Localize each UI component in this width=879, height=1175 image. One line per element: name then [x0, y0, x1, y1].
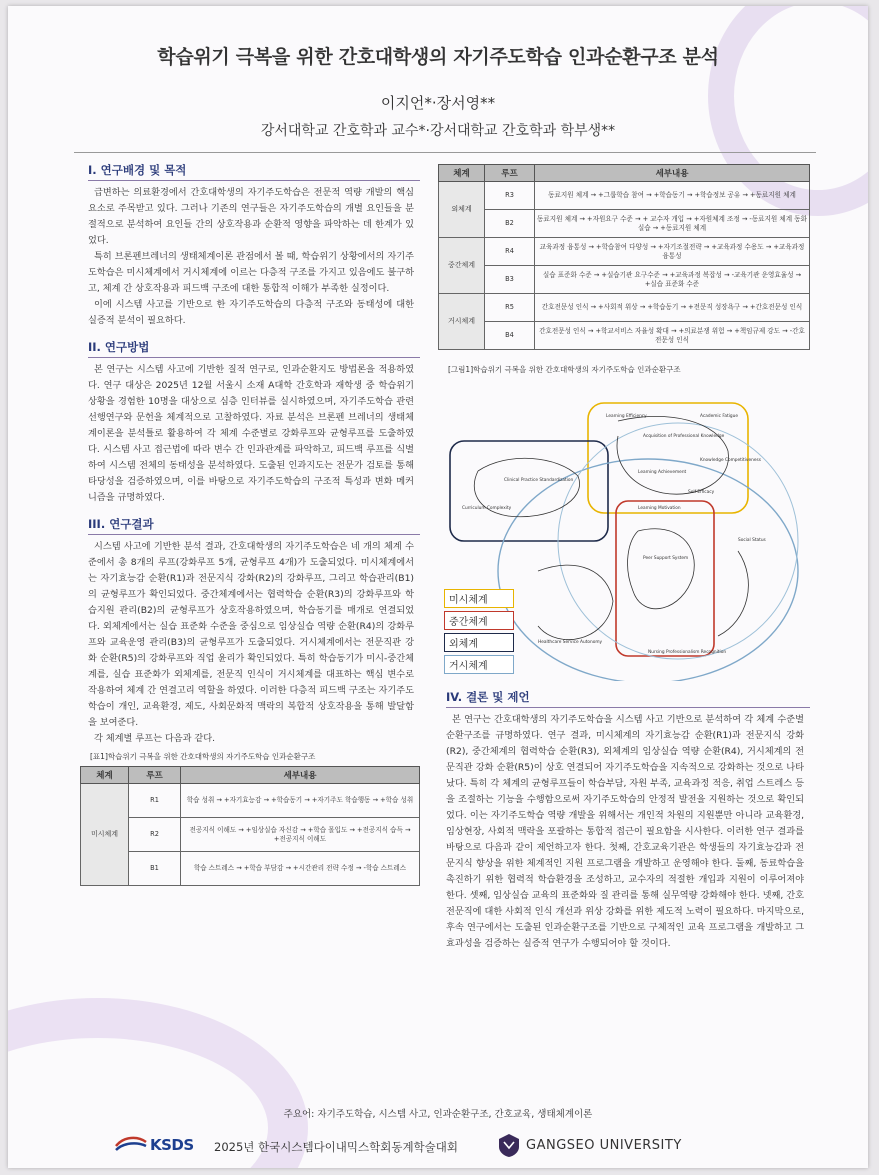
- right-column: [438, 164, 810, 952]
- table-header-system: 체계: [439, 165, 485, 182]
- node-label: Self-Efficacy: [688, 490, 715, 495]
- legend-item-macro: 거시체계: [444, 655, 514, 674]
- table-header-loop: 루프: [129, 767, 181, 784]
- ksds-logo-icon: [114, 1132, 148, 1154]
- table-cell-detail: 동료지원 체계 → +그룹학습 참여 → +학습동기 → +학습정보 공유 → +동료지원 체계: [535, 182, 810, 210]
- table-header-system: 체계: [81, 767, 129, 784]
- table-cell-detail: 실습 표준화 수준 → +실습기관 요구수준 → +교육과정 복잡성 → -교육기관 운영효율성 → +실습 표준화 수준: [535, 266, 810, 294]
- paragraph: 각 체계별 루프는 다음과 같다.: [94, 733, 216, 744]
- section-body: [438, 712, 810, 952]
- ksds-logo-text: KSDS: [150, 1136, 194, 1154]
- legend-item-micro: 미시체계: [444, 589, 514, 608]
- paragraph: 시스템 사고에 기반한 분석 결과, 간호대학생의 자기주도학습은 네 개의 체계 수준에서 총 8개의 루프(강화루프 5개, 균형루프 4개)가 도출되었다. 미시체계에서는 자기효능감 순환(R1)과 전문지식 강화(R2)의 강화루프, 그리고 학습관리(B1)의 균형루프가 확인되었다. 중간체계에서는 협력학습 순환(R3)의 강화루프와 학습지원 관리(B2)의 균형루프가 상호작용하였으며, 학습동기를 매개로 연결되었다. 외체계에서는 실습 표준화 수준을 중심으로 임상실습 역량 순환(R4)의 강화루프와 교육운영 관리(B3)의 균형루프가 도출되었다. 거시체계에서는 전문직관 강화 순환(R5)의 강화루프와 직업 윤리가 확인되었다. 특히 학습동기가 미시-중간체계를, 실습 표준화가 외체계를, 전문직 인식이 거시체계를 대표하는 핵심 변수로 작용하여 체계 간 연결고리 역할을 하였다. 이러한 다층적 피드백 구조는 자기주도학습이 개인, 교육환경, 제도, 사회문화적 맥락의 복합적 상호작용을 통해 발달함을 보여준다.: [88, 541, 414, 728]
- table-cell-loop: B1: [129, 852, 181, 886]
- section-body: [80, 539, 420, 747]
- node-label: Knowledge Competitiveness: [700, 458, 761, 463]
- section-heading: III. 연구결과: [88, 516, 420, 535]
- keywords: 주요어: 자기주도학습, 시스템 사고, 인과순환구조, 간호교육, 생태체계이론: [283, 1109, 593, 1120]
- paragraph: 본 연구는 시스템 사고에 기반한 질적 연구로, 인과순환지도 방법론을 적용하였다. 연구 대상은 2025년 12월 서울시 소재 A대학 간호학과 재학생 중 학습위기 상황을 경험한 10명을 대상으로 심층 인터뷰를 실시하였으며, 자기주도학습 관련 선행연구와 문헌을 체계적으로 고찰하였다. 자료 분석은 브론펜 브레너의 생태체계이론을 분석틀로 활용하여 각 체계 수준별로 강화루프와 균형루프를 도출하였다. 시스템 사고 접근법에 따라 변수 간 인과관계를 파악하고, 피드백 루프를 식별하여 시스템 전체의 동태성을 분석하였다. 도출된 인과지도는 전문가 검토를 통해 타당성을 검증하였으며, 이를 바탕으로 자기주도학습의 구조적 특성과 변화 메커니즘을 규명하였다.: [88, 364, 414, 503]
- node-label: Peer Support System: [643, 556, 689, 561]
- exo-system-box: [450, 441, 608, 541]
- loop-table-meso-macro: [438, 164, 810, 350]
- table-row: [439, 294, 810, 322]
- table-row: [439, 182, 810, 210]
- table-cell-system: 중간체계: [439, 238, 485, 294]
- table-cell-loop: B4: [485, 322, 535, 350]
- table-cell-loop: B2: [485, 210, 535, 238]
- section-heading: I. 연구배경 및 목적: [88, 162, 420, 181]
- table-row: [439, 238, 810, 266]
- node-label: Academic Fatigue: [700, 414, 739, 419]
- footer: [118, 1130, 758, 1166]
- node-label: Learning Efficiency: [606, 414, 647, 419]
- diagram-legend: [444, 589, 514, 677]
- table-caption: [표1]학습위기 극복을 위한 간호대학생의 자기주도학습 인과순환구조: [90, 752, 316, 761]
- paragraph: 이에 시스템 사고를 기반으로 한 자기주도학습의 다층적 구조와 동태성에 대한 실증적 분석이 필요하다.: [88, 299, 414, 326]
- table-row: [439, 322, 810, 350]
- table-cell-detail: 학습 성취 → +자기효능감 → +학습동기 → +자기주도 학습행동 → +학습 성취: [181, 784, 420, 818]
- table-header-detail: 세부내용: [535, 165, 810, 182]
- section-heading: II. 연구방법: [88, 339, 420, 358]
- table-cell-detail: 학습 스트레스 → +학습 부담감 → +시간관리 전략 수정 → -학습 스트레스: [181, 852, 420, 886]
- table-row: [81, 818, 420, 852]
- paragraph: 본 연구는 간호대학생의 자기주도학습을 시스템 사고 기반으로 분석하여 각 체계 수준별 순환구조를 규명하였다. 연구 결과, 미시체계의 자기효능감 순환(R1)과 전문지식 강화(R2), 중간체계의 협력학습 순환(R3), 외체계의 임상실습 역량 순환(R4), 거시체계의 전문직관 강화 순환(R5)이 상호 연결되어 자기주도학습을 지속적으로 강화하는 것으로 나타났다. 특히 각 체계의 균형루프들이 학습부담, 자원 부족, 교육과정 적응, 취업 스트레스 등을 조절하는 기능을 수행함으로써 자기주도학습의 안정적 발전을 지원하는 것으로 확인되었다. 이는 자기주도학습 역량 개발을 위해서는 개인적 차원의 지원뿐만 아니라 교육환경, 임상현장, 사회적 맥락을 포괄하는 통합적 접근이 필요함을 시사한다. 이러한 연구 결과를 바탕으로 다음과 같이 제언하고자 한다. 첫째, 간호교육기관은 학생들의 자기효능감과 전문지식 향상을 위한 체계적인 지원 프로그램을 개발하고 운영해야 한다. 둘째, 동료학습을 촉진하기 위한 협력적 학습환경을 조성하고, 교수자의 적절한 개입과 지원이 이루어져야 한다. 셋째, 임상실습 교육의 표준화와 질 관리를 통해 실무역량 강화해야 한다. 넷째, 간호전문직에 대한 사회적 인식 개선과 위상 강화를 위한 제도적 노력이 필요하다. 마지막으로, 후속 연구에서는 도출된 인과순환구조를 기반으로 구체적인 교육 프로그램을 개발하고 그 효과성을 검증하는 실증적 연구가 수행되어야 할 것이다.: [446, 714, 804, 949]
- figure-caption: [그림1]학습위기 극복을 위한 간호대학생의 자기주도학습 인과순환구조: [448, 365, 681, 374]
- table-cell-detail: 교육과정 융통성 → +학습참여 다양성 → +자기조절전략 → +교육과정 수용도 → +교육과정 융통성: [535, 238, 810, 266]
- university-emblem-icon: [496, 1132, 522, 1158]
- table-cell-loop: R4: [485, 238, 535, 266]
- causal-loop-diagram: [438, 381, 810, 681]
- legend-item-exo: 외체계: [444, 633, 514, 652]
- divider: [74, 152, 816, 153]
- left-column: [80, 156, 420, 886]
- table-row: [439, 266, 810, 294]
- node-label: Learning Achievement: [638, 470, 687, 475]
- authors: 이지언*·장서영**: [380, 94, 496, 112]
- table-cell-detail: 간호전문성 인식 → +학교서비스 자율성 확대 → +의료분쟁 위험 → +책임규제 강도 → -간호전문성 인식: [535, 322, 810, 350]
- node-label: Curriculum Complexity: [462, 506, 512, 511]
- table-cell-system: 외체계: [439, 182, 485, 238]
- loop-arrows: [474, 416, 748, 639]
- table-header-loop: 루프: [485, 165, 535, 182]
- section-body: [80, 185, 420, 329]
- table-row: [81, 852, 420, 886]
- conference-name: 2025년 한국시스템다이내믹스학회동계학술대회: [214, 1140, 458, 1154]
- table-cell-loop: R3: [485, 182, 535, 210]
- poster: [8, 6, 868, 1168]
- table-cell-loop: B3: [485, 266, 535, 294]
- university-name: GANGSEO UNIVERSITY: [526, 1138, 682, 1153]
- table-cell-system: 미시체계: [81, 784, 129, 886]
- legend-item-meso: 중간체계: [444, 611, 514, 630]
- table-cell-loop: R2: [129, 818, 181, 852]
- table-header-detail: 세부내용: [181, 767, 420, 784]
- node-label: Learning Motivation: [638, 506, 681, 511]
- node-label: Acquisition of Professional Knowledge: [643, 434, 725, 439]
- node-label: Nursing Professionalism Recognition: [648, 650, 727, 655]
- table-row: [81, 784, 420, 818]
- loop-table-micro: [80, 766, 420, 886]
- table-cell-detail: 간호전문성 인식 → +사회적 위상 → +학습동기 → +전문직 성장욕구 → +간호전문성 인식: [535, 294, 810, 322]
- table-cell-detail: 전공지식 이해도 → +임상실습 자신감 → +학습 몰입도 → +전공지식 습득 → +전공지식 이해도: [181, 818, 420, 852]
- paragraph: 특히 브론펜브레너의 생태체계이론 관점에서 볼 때, 학습위기 상황에서의 자기주도학습은 미시체계에서 거시체계에 이르는 다층적 구조를 가지고 있음에도 불구하고, 체계 간 상호작용과 피드백 구조에 대한 통합적 이해가 부족한 실정이다.: [88, 251, 414, 294]
- poster-title: 학습위기 극복을 위한 간호대학생의 자기주도학습 인과순환구조 분석: [157, 46, 719, 68]
- meso-system-box: [616, 501, 714, 656]
- node-label: Social Status: [738, 538, 766, 543]
- macro-system-ellipse: [498, 459, 798, 681]
- table-cell-detail: 동료지원 체계 → +자원요구 수준 → + 교수자 개입 → +자원체계 조정 → -동료지원 체계 동화실습 → +동료지원 체계: [535, 210, 810, 238]
- node-label: Healthcare Service Autonomy: [538, 640, 603, 645]
- table-cell-loop: R5: [485, 294, 535, 322]
- table-cell-loop: R1: [129, 784, 181, 818]
- section-body: [80, 362, 420, 506]
- affiliation: 강서대학교 간호학과 교수*·강서대학교 간호학과 학부생**: [260, 123, 616, 139]
- node-label: Clinical Practice Standardization: [504, 478, 574, 483]
- section-heading: IV. 결론 및 제언: [446, 689, 810, 708]
- paragraph: 급변하는 의료환경에서 간호대학생의 자기주도학습은 전문적 역량 개발의 핵심 요소로 주목받고 있다. 그러나 기존의 연구들은 자기주도학습의 개별 요인들을 분절적으로 분석하여 요인들 간의 상호작용과 순환적 영향을 파악하는 데 한계가 있었다.: [88, 187, 414, 246]
- table-row: [439, 210, 810, 238]
- table-cell-system: 거시체계: [439, 294, 485, 350]
